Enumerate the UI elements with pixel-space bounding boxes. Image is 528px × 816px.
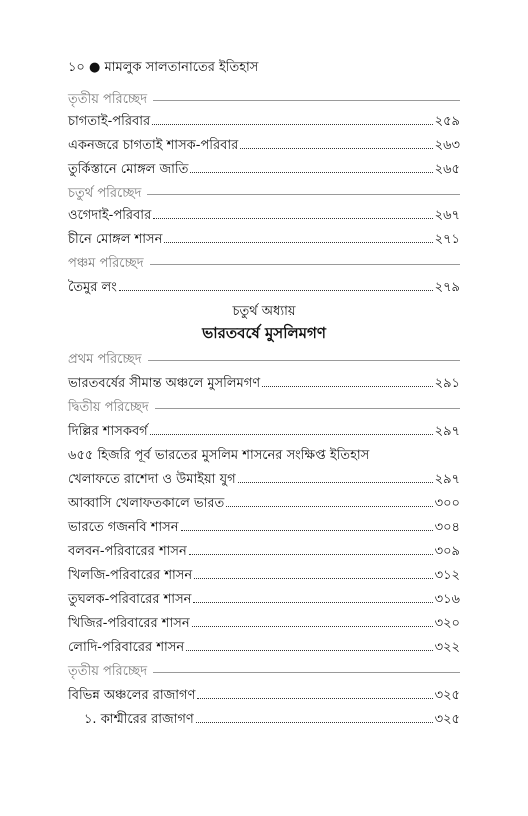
- section-label: তৃতীয় পরিচ্ছেদ: [68, 664, 148, 679]
- toc-entry-label: তৈমুর লং: [68, 280, 117, 295]
- toc-entry[interactable]: [68, 590, 460, 611]
- toc-entry-page: ৩০০: [434, 496, 460, 511]
- toc-entry[interactable]: [68, 494, 460, 515]
- toc-entry-label: তুঘলক-পরিবারের শাসন: [68, 592, 192, 607]
- leader-dots: [192, 617, 433, 627]
- section-label: পঞ্চম পরিচ্ছেদ: [68, 256, 144, 271]
- leader-dots: [190, 163, 432, 173]
- section-rule: [153, 100, 460, 101]
- toc-entry[interactable]: [68, 278, 460, 299]
- toc-entry-page: ২৬৫: [434, 162, 460, 177]
- toc-entry-label: একনজরে চাগতাই শাসক-পরিবার: [68, 138, 239, 153]
- toc-entry[interactable]: [68, 470, 460, 491]
- toc-entry-page: ৩২৫: [434, 688, 460, 703]
- toc-entry-label: খিজির-পরিবারের শাসন: [68, 616, 190, 631]
- toc-entry[interactable]: [68, 518, 460, 539]
- section-rule: [155, 408, 460, 409]
- toc-entry-page: ৩০৪: [434, 520, 460, 535]
- section-heading: [68, 398, 460, 419]
- toc-entry-label: ১. কাশ্মীরের রাজাগণ: [84, 712, 194, 727]
- leader-dots: [262, 377, 433, 387]
- toc-entry[interactable]: [68, 136, 460, 157]
- toc-entry-label: আব্বাসি খেলাফতকালে ভারত: [68, 496, 225, 511]
- toc-entry-page: ৩২৫: [434, 712, 460, 727]
- section-heading: [68, 184, 460, 205]
- leader-dots: [186, 641, 433, 651]
- section-rule: [150, 264, 460, 265]
- toc-entry-page: ২৭১: [434, 232, 460, 247]
- toc-entry-label: খেলাফতে রাশেদা ও উমাইয়া যুগ: [68, 472, 236, 487]
- toc-entry-page: ৩২২: [434, 640, 460, 655]
- leader-dots: [240, 139, 432, 149]
- toc-entry[interactable]: [68, 230, 460, 251]
- section-heading: [68, 90, 460, 111]
- section-heading: [68, 254, 460, 275]
- section-label: তৃতীয় পরিচ্ছেদ: [68, 92, 148, 107]
- running-header: ১০ ● মামলুক সালতানাতের ইতিহাস: [68, 60, 259, 75]
- toc-entry[interactable]: [84, 710, 460, 731]
- section-label: দ্বিতীয় পরিচ্ছেদ: [68, 400, 149, 415]
- toc-entry[interactable]: [68, 112, 460, 133]
- leader-dots: [194, 569, 433, 579]
- section-label: চতুর্থ পরিচ্ছেদ: [68, 186, 142, 201]
- toc-entry[interactable]: [68, 638, 460, 659]
- toc-entry-page: ২৬৩: [434, 138, 460, 153]
- toc-entry-page: ২৯৭: [434, 424, 460, 439]
- toc-entry-page: ২৯৭: [434, 472, 460, 487]
- toc-entry-label: তুর্কিস্তানে মোঙ্গল জাতি: [68, 162, 189, 177]
- toc-entry[interactable]: [68, 542, 460, 563]
- toc-entry-page: ৩০৯: [434, 544, 460, 559]
- toc-entry-page: ২৬৭: [434, 208, 460, 223]
- chapter-title: ভারতবর্ষে মুসলিমগণ: [202, 324, 326, 342]
- section-heading: [68, 662, 460, 683]
- toc-entry-label: চীনে মোঙ্গল শাসন: [68, 232, 163, 247]
- leader-dots: [119, 281, 433, 291]
- section-rule: [153, 672, 460, 673]
- toc-entry-page: ২৫৯: [434, 114, 460, 129]
- toc-entry-label: বলবন-পরিবারের শাসন: [68, 544, 187, 559]
- toc-entry[interactable]: [68, 614, 460, 635]
- toc-entry[interactable]: [68, 374, 460, 395]
- toc-entry-page: ৩২০: [434, 616, 460, 631]
- leader-dots: [150, 425, 433, 435]
- toc-entry-page: ৩১৬: [434, 592, 460, 607]
- toc-entry-label: খিলজি-পরিবারের শাসন: [68, 568, 193, 583]
- toc-entry[interactable]: [68, 206, 460, 227]
- leader-dots: [164, 233, 432, 243]
- leader-dots: [193, 593, 432, 603]
- leader-dots: [189, 545, 433, 555]
- toc-entry-label: ভারতবর্ষের সীমান্ত অঞ্চলে মুসলিমগণ: [68, 376, 261, 391]
- section-rule: [147, 194, 460, 195]
- leader-dots: [196, 713, 433, 723]
- leader-dots: [153, 209, 432, 219]
- section-heading: [68, 350, 460, 371]
- toc-entry[interactable]: [68, 566, 460, 587]
- toc-entry-label: ওগেদাই-পরিবার: [68, 208, 152, 223]
- section-rule: [148, 360, 460, 361]
- chapter-label: চতুর্থ অধ্যায়: [232, 304, 296, 319]
- toc-entry[interactable]: [68, 160, 460, 181]
- section-label: প্রথম পরিচ্ছেদ: [68, 352, 142, 367]
- toc-entry[interactable]: [68, 422, 460, 443]
- toc-entry-page: ২৭৯: [434, 280, 460, 295]
- leader-dots: [238, 473, 433, 483]
- leader-dots: [226, 497, 432, 507]
- leader-dots: [197, 689, 432, 699]
- leader-dots: [152, 115, 433, 125]
- toc-entry-label: ভারতে গজনবি শাসন: [68, 520, 179, 535]
- toc-entry-label: চাগতাই-পরিবার: [68, 114, 151, 129]
- leader-dots: [181, 521, 433, 531]
- toc-entry-label: দিল্লির শাসকবর্গ: [68, 424, 148, 439]
- toc-entry-label: লোদি-পরিবারের শাসন: [68, 640, 185, 655]
- toc-entry-page: ২৯১: [434, 376, 460, 391]
- toc-entry[interactable]: [68, 686, 460, 707]
- toc-entry-label: বিভিন্ন অঞ্চলের রাজাগণ: [68, 688, 196, 703]
- toc-entry-page: ৩১২: [434, 568, 460, 583]
- subheading: ৬৫৫ হিজরি পূর্ব ভারতের মুসলিম শাসনের সংক্ষিপ্ত ইতিহাস: [68, 448, 370, 463]
